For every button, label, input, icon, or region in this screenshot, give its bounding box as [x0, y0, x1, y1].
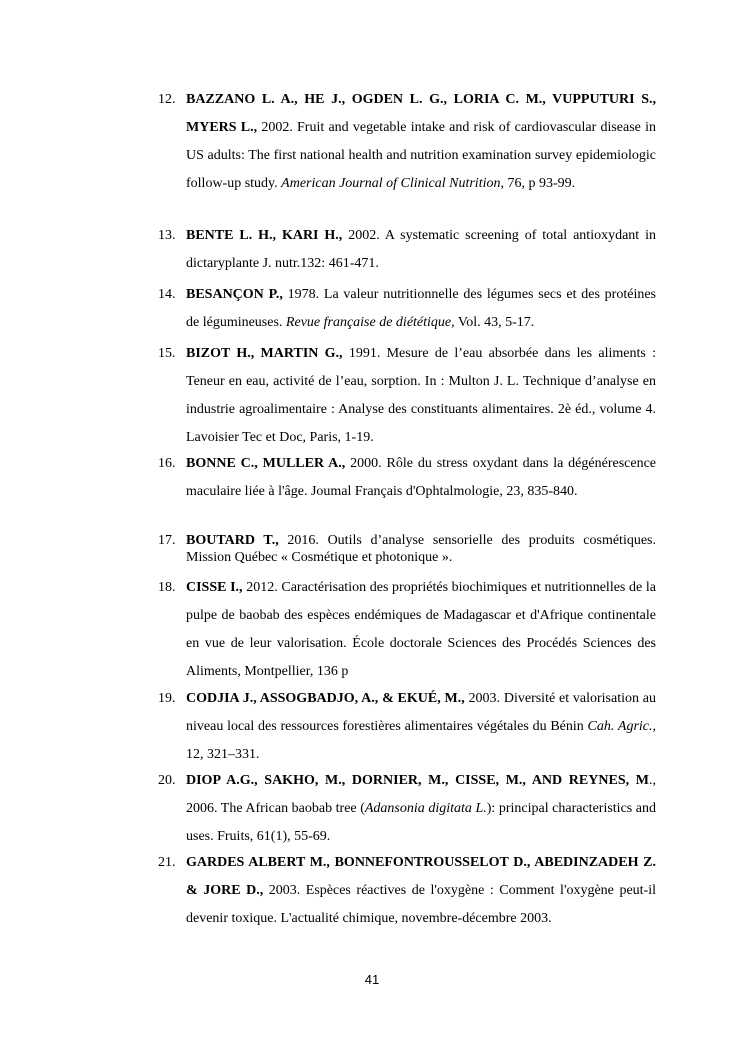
- reference-citation: , Vol. 43, 5-17.: [451, 315, 535, 330]
- reference-number: 17.: [158, 533, 176, 548]
- reference-text: [186, 574, 656, 686]
- reference-text: [186, 849, 656, 933]
- reference-authors: BIZOT H., MARTIN G.,: [186, 346, 343, 361]
- reference-text: [186, 450, 656, 506]
- reference-number: 19.: [158, 691, 176, 706]
- reference-authors: BONNE C., MULLER A.,: [186, 456, 346, 471]
- reference-authors: BOUTARD T.,: [186, 533, 279, 548]
- reference-17: [158, 532, 656, 566]
- reference-19: [158, 685, 656, 769]
- reference-14: [158, 281, 656, 337]
- reference-details: 2003. Diversité et valorisation au niveau local des ressources forestières alimentaires végétales du Bénin: [186, 691, 656, 734]
- reference-18: [158, 574, 656, 686]
- reference-details: 2003. Espèces réactives de l'oxygène : Comment l'oxygène peut-il devenir toxique. L'actualité chimique, novembre-décembre 2003.: [186, 883, 656, 926]
- reference-details: 1978. La valeur nutritionnelle des légumes secs et des protéines de légumineuses.: [186, 287, 656, 330]
- reference-text: [186, 281, 656, 337]
- reference-details: 2002. Fruit and vegetable intake and risk of cardiovascular disease in US adults: The first national health and nutrition examination survey epidemiologic follow-up study.: [186, 120, 656, 191]
- reference-number: 14.: [158, 287, 176, 302]
- reference-journal: Cah. Agric.,: [587, 719, 656, 734]
- reference-journal: American Journal of Clinical Nutrition: [281, 176, 501, 191]
- reference-citation: ): principal characteristics and uses. Fruits, 61(1), 55-69.: [186, 801, 657, 844]
- reference-details: 2016. Outils d’analyse sensorielle des produits cosmétiques. Mission Québec « Cosmétique et photonique ».: [186, 533, 656, 565]
- reference-details: ., 2006. The African baobab tree (: [186, 773, 656, 816]
- reference-journal: Revue française de diététique: [285, 315, 452, 330]
- reference-authors: BENTE L. H., KARI H.,: [186, 228, 343, 243]
- reference-authors: DIOP A.G., SAKHO, M., DORNIER, M., CISSE, M., AND REYNES, M: [186, 773, 649, 788]
- reference-details: 2000. Rôle du stress oxydant dans la dégénérescence maculaire liée à l'âge. Joumal Français d'Ophtalmologie, 23, 835-840.: [186, 456, 656, 499]
- reference-authors: BESANÇON P.,: [186, 287, 283, 302]
- reference-12: [158, 86, 656, 198]
- reference-number: 13.: [158, 228, 176, 243]
- reference-details: 2012. Caractérisation des propriétés biochimiques et nutritionnelles de la pulpe de baobab des espèces endémiques de Madagascar et d'Afrique continentale en vue de leur valorisation. École doctorale Sciences des Procédés Sciences des Aliments, Montpellier, 136 p: [186, 580, 656, 679]
- reference-20: [158, 767, 656, 851]
- reference-13: [158, 222, 656, 278]
- page-number: 41: [364, 972, 380, 987]
- reference-authors: CODJIA J., ASSOGBADJO, A., & EKUÉ, M.,: [186, 691, 465, 706]
- reference-21: [158, 849, 656, 933]
- reference-journal: Adansonia digitata L.: [364, 801, 487, 816]
- reference-number: 15.: [158, 346, 176, 361]
- reference-text: [186, 767, 656, 851]
- reference-citation: , 76, p 93-99.: [500, 176, 576, 191]
- reference-authors: CISSE I.,: [186, 580, 243, 595]
- reference-number: 18.: [158, 580, 176, 595]
- reference-number: 12.: [158, 92, 176, 107]
- reference-number: 21.: [158, 855, 176, 870]
- reference-text: [186, 340, 656, 452]
- reference-authors: BAZZANO L. A., HE J., OGDEN L. G., LORIA C. M., VUPPUTURI S., MYERS L.,: [186, 92, 656, 135]
- reference-details: 1991. Mesure de l’eau absorbée dans les aliments : Teneur en eau, activité de l’eau, sorption. In : Multon J. L. Technique d’analyse en industrie agroalimentaire : Analyse des constituants alimentaires. 2è éd., volume 4. Lavoisier Tec et Doc, Paris, 1-19.: [186, 346, 656, 445]
- reference-details: 2002. A systematic screening of total antioxydant in dictaryplante J. nutr.132: 461-471.: [186, 228, 656, 271]
- reference-16: [158, 450, 656, 506]
- reference-authors: GARDES ALBERT M., BONNEFONTROUSSELOT D., ABEDINZADEH Z. & JORE D.,: [186, 855, 656, 898]
- reference-citation: 12, 321–331.: [186, 747, 260, 762]
- reference-text: [186, 222, 656, 278]
- reference-text: [186, 532, 656, 566]
- reference-text: [186, 685, 656, 769]
- reference-15: [158, 340, 656, 452]
- reference-text: [186, 86, 656, 198]
- reference-number: 20.: [158, 773, 176, 788]
- reference-number: 16.: [158, 456, 176, 471]
